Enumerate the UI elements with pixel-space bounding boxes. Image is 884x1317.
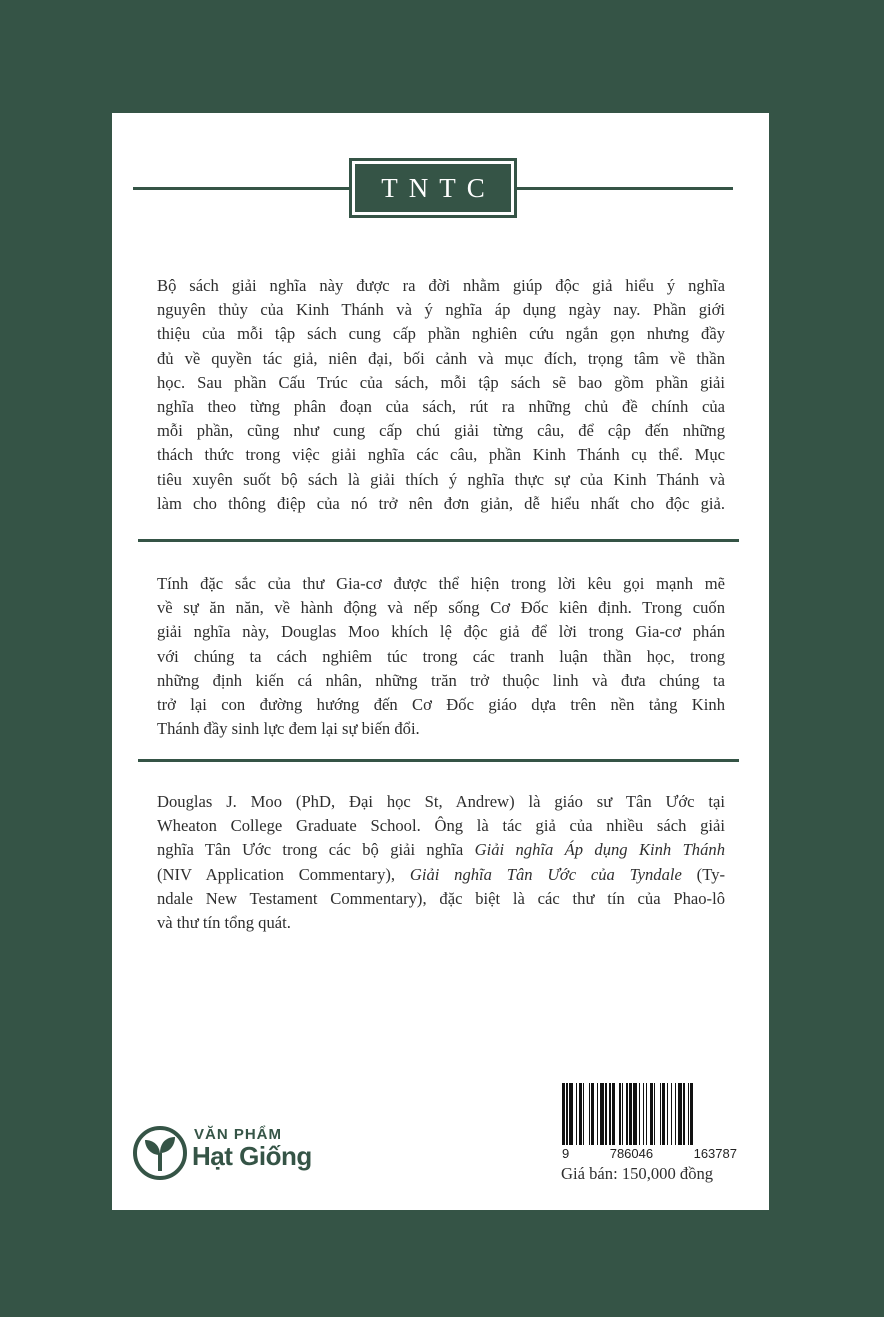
- text-line: Thánh đầy sinh lực đem lại sự biến đổi.: [157, 719, 420, 739]
- header-rule-left: [133, 187, 349, 190]
- price-label: Giá bán: 150,000 đồng: [561, 1164, 714, 1183]
- section-divider: [138, 759, 739, 762]
- text-line: Wheaton College Graduate School. Ông là tác giả của nhiều sách giải: [157, 816, 725, 836]
- text-line: và thư tín tổng quát.: [157, 913, 291, 933]
- text-line: thiệu của mỗi tập sách cung cấp phần nghiên cứu ngắn gọn nhưng đầy: [157, 324, 725, 344]
- text-line: làm cho thông điệp của nó trở nên đơn giản, dễ hiểu nhất cho độc giả.: [157, 493, 725, 513]
- text-line: nghĩa theo từng phân đoạn của sách, rút ra những chủ đề chính của: [157, 397, 725, 417]
- text-run: (NIV Application Commentary),: [157, 864, 410, 884]
- header-rule-right: [517, 187, 733, 190]
- text-line: đủ về quyền tác giả, niên đại, bối cảnh và mục đích, trọng tâm về thần: [157, 348, 725, 368]
- text-run: nghĩa Tân Ước trong các bộ giải nghĩa: [157, 840, 475, 860]
- text-run: (Ty-: [681, 864, 726, 884]
- book-description: [157, 572, 725, 741]
- text-line: trở lại con đường hướng đến Cơ Đốc giáo dựa trên nền tảng Kinh: [157, 695, 725, 715]
- series-logo-text: TNTC: [355, 164, 511, 212]
- text-line: những định kiến cá nhân, những trăn trở thuộc linh và đưa chúng ta: [157, 670, 725, 690]
- text-line: Bộ sách giải nghĩa này được ra đời nhằm giúp độc giả hiểu ý nghĩa: [157, 276, 725, 295]
- barcode-bar: [690, 1083, 693, 1145]
- barcode-digits-left: 786046: [609, 1146, 654, 1161]
- series-logo: [349, 158, 517, 218]
- section-divider: [138, 539, 739, 542]
- text-line: nguyên thủy của Kinh Thánh và ý nghĩa áp dụng ngày nay. Phần giới: [157, 300, 725, 320]
- seedling-icon: [132, 1123, 192, 1183]
- publisher-name: Hạt Giống: [192, 1141, 312, 1171]
- text-line: với chúng ta cách nghiêm túc trong các tranh luận thần học, trong: [157, 646, 725, 666]
- italic-title: Giải nghĩa Áp dụng Kinh Thánh: [474, 840, 725, 860]
- publisher-logo: [132, 1123, 342, 1183]
- barcode-digit-prefix: 9: [562, 1146, 570, 1161]
- italic-title: Giải nghĩa Tân Ước của Tyndale: [409, 864, 682, 884]
- text-line: tiêu xuyên suốt bộ sách là giải thích ý nghĩa thực sự của Kinh Thánh và: [157, 469, 725, 489]
- publisher-label: VĂN PHẨM: [194, 1126, 283, 1143]
- barcode-bars: [562, 1083, 737, 1145]
- text-line: mỗi phần, cũng như cung cấp chú giải từng câu, để cập đến những: [157, 421, 725, 441]
- text-line: về sự ăn năn, về hành động và nếp sống Cơ Đốc kiên định. Trong cuốn: [157, 598, 725, 618]
- barcode-digits-right: 163787: [693, 1146, 737, 1161]
- text-line: giải nghĩa này, Douglas Moo khích lệ độc giả để lời trong Gia-cơ phán: [157, 622, 725, 642]
- text-line: Tính đặc sắc của thư Gia-cơ được thể hiện trong lời kêu gọi mạnh mẽ: [157, 574, 725, 593]
- text-line: [157, 838, 725, 862]
- text-line: ndale New Testament Commentary), đặc biệt là các thư tín của Phao-lô: [157, 888, 725, 908]
- text-line: [157, 863, 725, 887]
- text-line: thách thức trong việc giải nghĩa các câu, phần Kinh Thánh cụ thể. Mục: [157, 445, 725, 465]
- barcode-numbers: [562, 1146, 737, 1161]
- text-line: học. Sau phần Cấu Trúc của sách, mỗi tập sách sẽ bao gồm phần giải: [157, 372, 725, 392]
- isbn-barcode: [562, 1083, 737, 1161]
- text-line: Douglas J. Moo (PhD, Đại học St, Andrew) là giáo sư Tân Ước tại: [157, 792, 725, 811]
- author-bio: [157, 790, 725, 935]
- series-description: [157, 274, 725, 516]
- back-cover-panel: [112, 113, 769, 1210]
